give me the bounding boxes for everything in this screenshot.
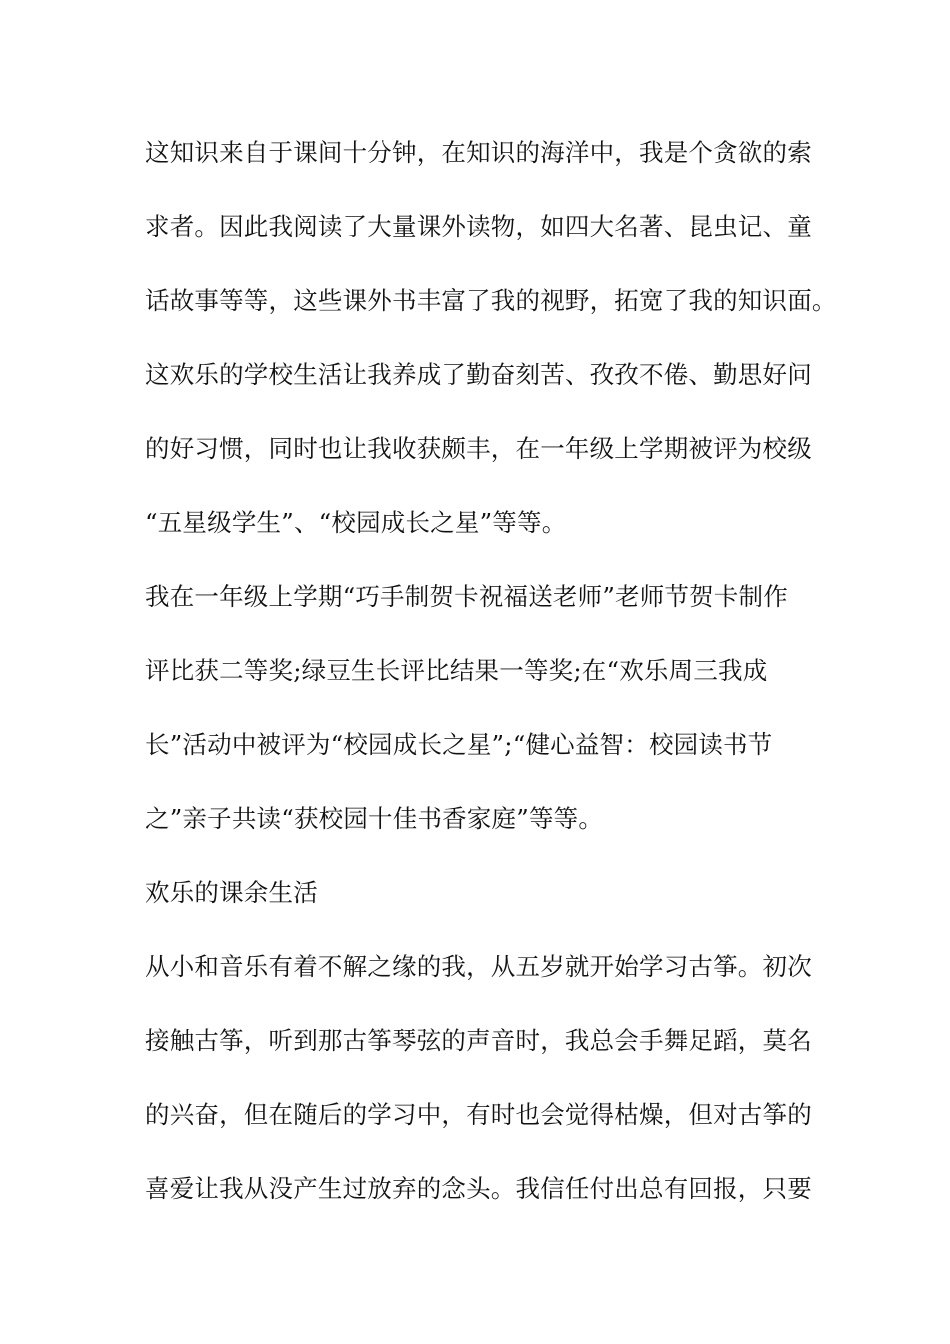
text-line: 的好习惯，同时也让我收获颇丰，在一年级上学期被评为校级 [145,434,812,463]
text-line: 这欢乐的学校生活让我养成了勤奋刻苦、孜孜不倦、勤思好问 [145,360,812,389]
text-line: 求者。因此我阅读了大量课外读物，如四大名著、昆虫记、童 [145,212,812,241]
document-body [145,130,837,1240]
text-line: 之”亲子共读“获校园十佳书香家庭”等等。 [145,804,604,833]
text-line: 我在一年级上学期“巧手制贺卡祝福送老师”老师节贺卡制作 [145,582,788,611]
text-line: 喜爱让我从没产生过放弃的念头。我信任付出总有回报，只要 [145,1174,812,1203]
text-line: 接触古筝，听到那古筝琴弦的声音时，我总会手舞足蹈，莫名 [145,1026,812,1055]
text-line: 评比获二等奖;绿豆生长评比结果一等奖;在“欢乐周三我成 [145,656,768,685]
text-line: 的兴奋，但在随后的学习中，有时也会觉得枯燥，但对古筝的 [145,1100,812,1129]
text-line: 长”活动中被评为“校园成长之星”;“健心益智：校园读书节 [145,730,773,759]
text-line: 这知识来自于课间十分钟，在知识的海洋中，我是个贪欲的索 [145,138,812,167]
text-line: 从小和音乐有着不解之缘的我，从五岁就开始学习古筝。初次 [145,952,812,981]
section-heading: 欢乐的课余生活 [145,878,318,907]
text-line: “五星级学生”、“校园成长之星”等等。 [145,508,567,537]
text-line: 话故事等等，这些课外书丰富了我的视野，拓宽了我的知识面。 [145,286,837,315]
